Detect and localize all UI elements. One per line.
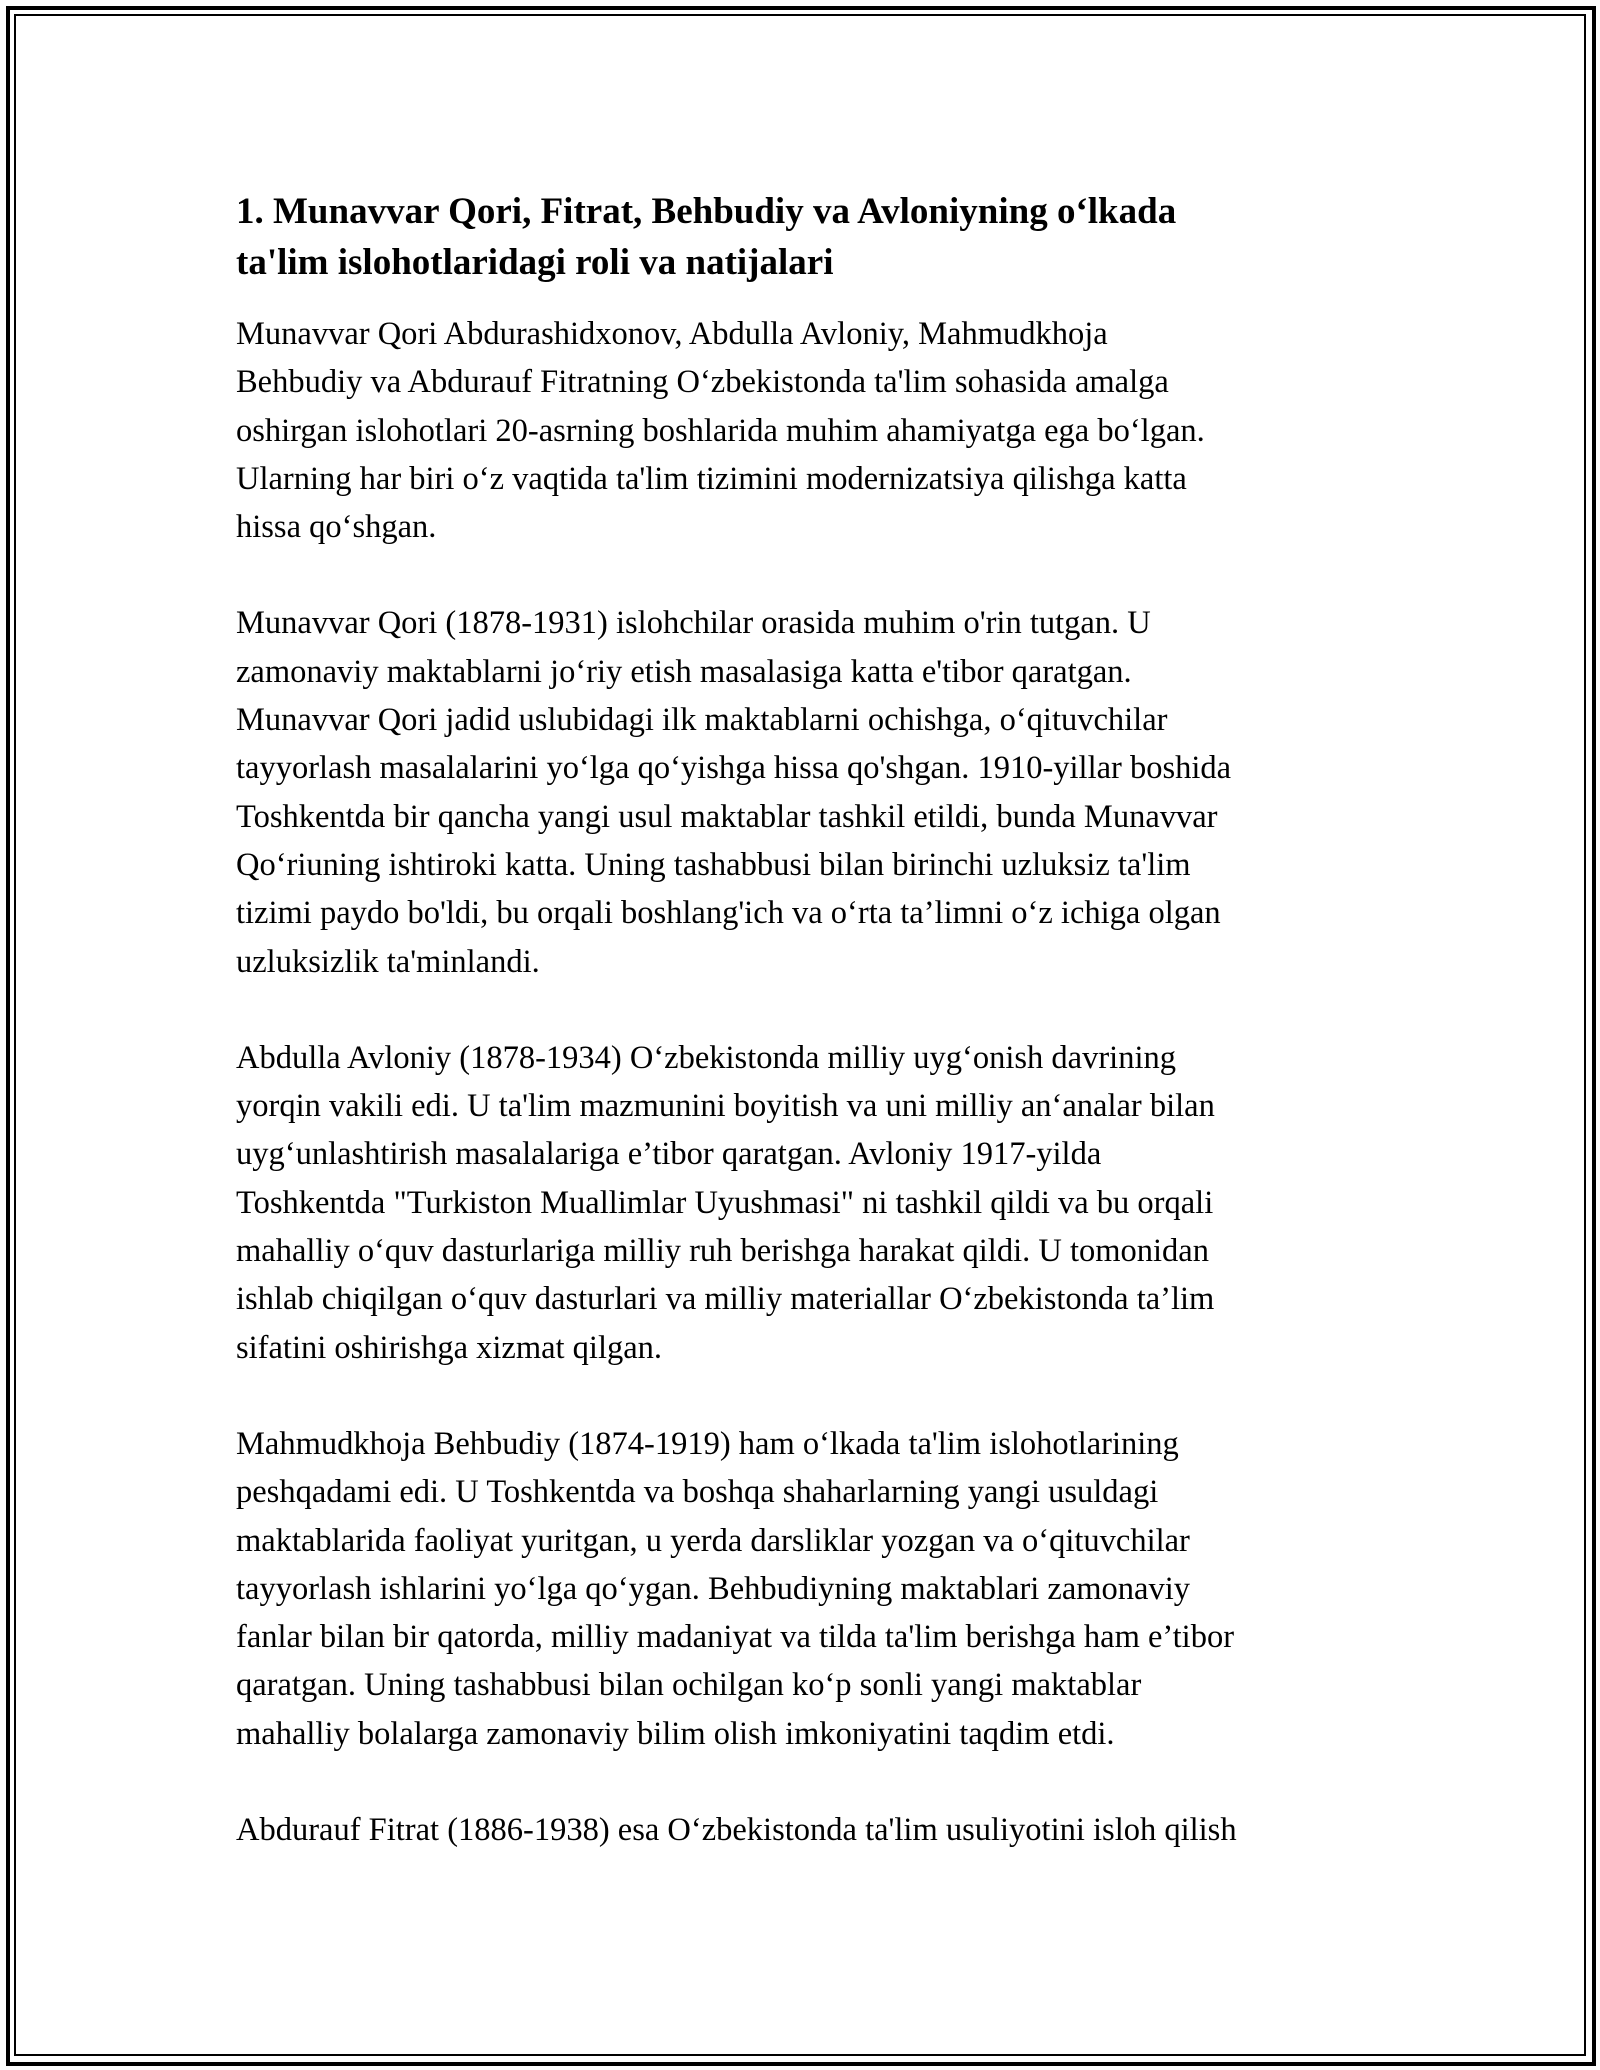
paragraph-intro: [236, 310, 1376, 551]
paragraph-line: Abdulla Avloniy (1878-1934) O‘zbekistonda milliy uyg‘onish davrining: [236, 1039, 1176, 1076]
paragraph-line: tayyorlash masalalarini yo‘lga qo‘yishga hissa qo'shgan. 1910-yillar boshida: [236, 750, 1232, 787]
paragraph-line: yorqin vakili edi. U ta'lim mazmunini boyitish va uni milliy an‘analar bilan: [236, 1088, 1215, 1125]
paragraph-line: Toshkentda "Turkiston Muallimlar Uyushmasi" ni tashkil qildi va bu orqali: [236, 1184, 1214, 1221]
paragraph-line: qaratgan. Uning tashabbusi bilan ochilgan ko‘p sonli yangi maktablar: [236, 1667, 1142, 1704]
paragraph-behbudiy: [236, 1420, 1376, 1758]
paragraph-fitrat: [236, 1806, 1376, 1854]
paragraph-line: tayyorlash ishlarini yo‘lga qo‘ygan. Behbudiyning maktablari zamonaviy: [236, 1570, 1191, 1607]
paragraph-line: sifatini oshirishga xizmat qilgan.: [236, 1329, 663, 1366]
paragraph-line: Munavvar Qori Abdurashidxonov, Abdulla Avloniy, Mahmudkhoja: [236, 316, 1108, 352]
paragraph-line: tizimi paydo bo'ldi, bu orqali boshlang'ich va o‘rta ta’limni o‘z ichiga olgan: [236, 895, 1221, 932]
paragraph-line: uyg‘unlashtirish masalalariga e’tibor qaratgan. Avloniy 1917-yilda: [236, 1136, 1102, 1173]
document-body: [236, 186, 1376, 1902]
paragraph-line: oshirgan islohotlari 20-asrning boshlarida muhim ahamiyatga ega bo‘lgan.: [236, 412, 1205, 449]
paragraph-line: mahalliy o‘quv dasturlariga milliy ruh berishga harakat qildi. U tomonidan: [236, 1233, 1209, 1270]
paragraph-line: ishlab chiqilgan o‘quv dasturlari va milliy materiallar O‘zbekistonda ta’lim: [236, 1281, 1215, 1318]
paragraph-line: hissa qo‘shgan.: [236, 509, 437, 546]
paragraph-line: fanlar bilan bir qatorda, milliy madaniyat va tilda ta'lim berishga ham e’tibor: [236, 1619, 1235, 1656]
paragraph-line: Behbudiy va Abdurauf Fitratning O‘zbekistonda ta'lim sohasida amalga: [236, 364, 1169, 401]
paragraph-line: mahalliy bolalarga zamonaviy bilim olish imkoniyatini taqdim etdi.: [236, 1715, 1115, 1752]
heading-line: 1. Munavvar Qori, Fitrat, Behbudiy va Avloniyning o‘lkada: [236, 191, 1177, 232]
paragraph-avloniy: [236, 1034, 1376, 1372]
paragraph-line: Munavvar Qori jadid uslubidagi ilk maktablarni ochishga, o‘qituvchilar: [236, 702, 1168, 739]
paragraph-line: Mahmudkhoja Behbudiy (1874-1919) ham o‘lkada ta'lim islohotlarining: [236, 1425, 1179, 1462]
paragraph-line: zamonaviy maktablarni jo‘riy etish masalasiga katta e'tibor qaratgan.: [236, 653, 1132, 690]
paragraph-line: uzluksizlik ta'minlandi.: [236, 943, 540, 980]
section-heading: [236, 186, 1376, 288]
heading-line: ta'lim islohotlaridagi roli va natijalari: [236, 242, 834, 283]
paragraph-line: Ularning har biri o‘z vaqtida ta'lim tizimini modernizatsiya qilishga katta: [236, 460, 1187, 497]
paragraph-line: peshqadami edi. U Toshkentda va boshqa shaharlarning yangi usuldagi: [236, 1474, 1159, 1511]
paragraph-line: Abdurauf Fitrat (1886-1938) esa O‘zbekistonda ta'lim usuliyotini isloh qilish: [236, 1812, 1237, 1849]
paragraph-munavvar-qori: [236, 599, 1376, 985]
paragraph-line: maktablarida faoliyat yuritgan, u yerda darsliklar yozgan va o‘qituvchilar: [236, 1522, 1190, 1559]
paragraph-line: Munavvar Qori (1878-1931) islohchilar orasida muhim o'rin tutgan. U: [236, 605, 1151, 642]
paragraph-line: Qo‘riuning ishtiroki katta. Uning tashabbusi bilan birinchi uzluksiz ta'lim: [236, 846, 1191, 883]
paragraph-line: Toshkentda bir qancha yangi usul maktablar tashkil etildi, bunda Munavvar: [236, 798, 1218, 835]
